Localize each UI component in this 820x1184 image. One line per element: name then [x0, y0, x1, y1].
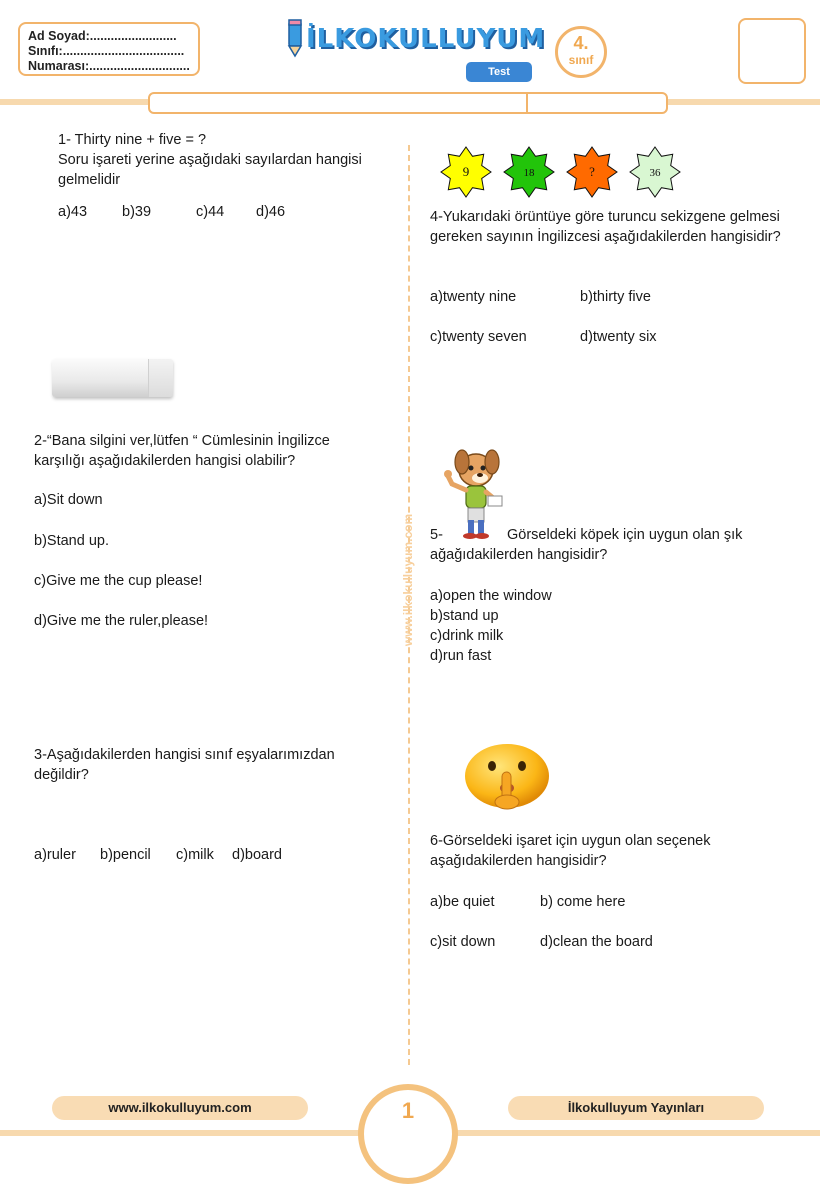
q3-line2: değildir? [34, 767, 89, 783]
q6-option-a[interactable]: a)be quiet [430, 894, 495, 910]
q2-line1: 2-“Bana silgini ver,lütfen “ Cümlesinin İngilizce [34, 433, 330, 449]
pattern-stars [440, 146, 690, 198]
pattern-star-label-2: 18 [523, 167, 535, 179]
q3-option-d[interactable]: d)board [232, 847, 282, 863]
q4-line1: 4-Yukarıdaki örüntüye göre turuncu sekizgene gelmesi [430, 209, 780, 225]
q5-option-d[interactable]: d)run fast [430, 648, 492, 664]
pencil-icon [284, 18, 306, 58]
grade-number: 4. [573, 33, 589, 53]
q3-line1: 3-Aşağıdakilerden hangisi sınıf eşyalarımızdan [34, 747, 335, 763]
q5-option-b[interactable]: b)stand up [430, 608, 499, 624]
q3-option-b[interactable]: b)pencil [100, 847, 151, 863]
header-bar-divider [526, 92, 528, 114]
watermark: www.ilkokulluyum.com [401, 513, 415, 647]
q6-line2: aşağıdakilerden hangisidir? [430, 853, 607, 869]
eraser-end [148, 359, 173, 397]
shush-emoji-image [462, 742, 552, 810]
q4-option-a[interactable]: a)twenty nine [430, 289, 517, 305]
q4-option-b[interactable]: b)thirty five [580, 289, 651, 305]
footer-publisher: İlkokulluyum Yayınları [508, 1096, 764, 1120]
grade-badge [555, 26, 607, 78]
q1-option-d[interactable]: d)46 [256, 204, 286, 220]
number-label: Numarası:............................. [28, 59, 190, 73]
grade-word: sınıf [568, 53, 594, 67]
q6-option-c[interactable]: c)sit down [430, 934, 496, 950]
q5-line1: Görseldeki köpek için uygun olan şık [507, 527, 743, 543]
q1-option-a[interactable]: a)43 [58, 204, 88, 220]
q2-option-b[interactable]: b)Stand up. [34, 533, 109, 549]
logo-text: İLKOKULLUYUM [306, 24, 546, 54]
q1-line1: 1- Thirty nine + five = ? [58, 132, 207, 148]
q1-line2: Soru işareti yerine aşağıdaki sayılardan hangisi [58, 152, 362, 168]
q5-number: 5- [430, 527, 443, 543]
header-bar [148, 92, 668, 114]
class-label: Sınıfı:................................... [28, 44, 185, 58]
q5-option-a[interactable]: a)open the window [430, 588, 552, 604]
q6-option-b[interactable]: b) come here [540, 894, 626, 910]
q3-option-c[interactable]: c)milk [176, 847, 214, 863]
pattern-star-label-4: 36 [649, 167, 661, 179]
q2-line2: karşılığı aşağıdakilerden hangisi olabilir? [34, 453, 296, 469]
q3-option-a[interactable]: a)ruler [34, 847, 76, 863]
dog-image [440, 448, 506, 540]
q6-line1: 6-Görseldeki işaret için uygun olan seçenek [430, 833, 711, 849]
q4-line2: gereken sayının İngilizcesi aşağıdakilerden hangisidir? [430, 229, 781, 245]
q2-option-d[interactable]: d)Give me the ruler,please! [34, 613, 209, 629]
q1-option-b[interactable]: b)39 [122, 204, 152, 220]
q1-option-c[interactable]: c)44 [196, 204, 225, 220]
q6-option-d[interactable]: d)clean the board [540, 934, 653, 950]
name-label: Ad Soyad:......................... [28, 29, 177, 43]
q4-option-d[interactable]: d)twenty six [580, 329, 657, 345]
footer-website[interactable]: www.ilkokulluyum.com [52, 1096, 308, 1120]
q1-line3: gelmelidir [58, 172, 121, 188]
score-box [738, 18, 806, 84]
q2-option-a[interactable]: a)Sit down [34, 492, 103, 508]
student-info-box [18, 22, 200, 76]
q2-option-c[interactable]: c)Give me the cup please! [34, 573, 203, 589]
test-badge: Test [466, 62, 532, 82]
page-number: 1 [401, 1098, 415, 1123]
q4-option-c[interactable]: c)twenty seven [430, 329, 527, 345]
pattern-star-label-3: ? [589, 164, 595, 179]
pattern-star-label-1: 9 [462, 164, 470, 179]
q5-option-c[interactable]: c)drink milk [430, 628, 504, 644]
q5-line2: ağağıdakilerden hangisidir? [430, 547, 608, 563]
